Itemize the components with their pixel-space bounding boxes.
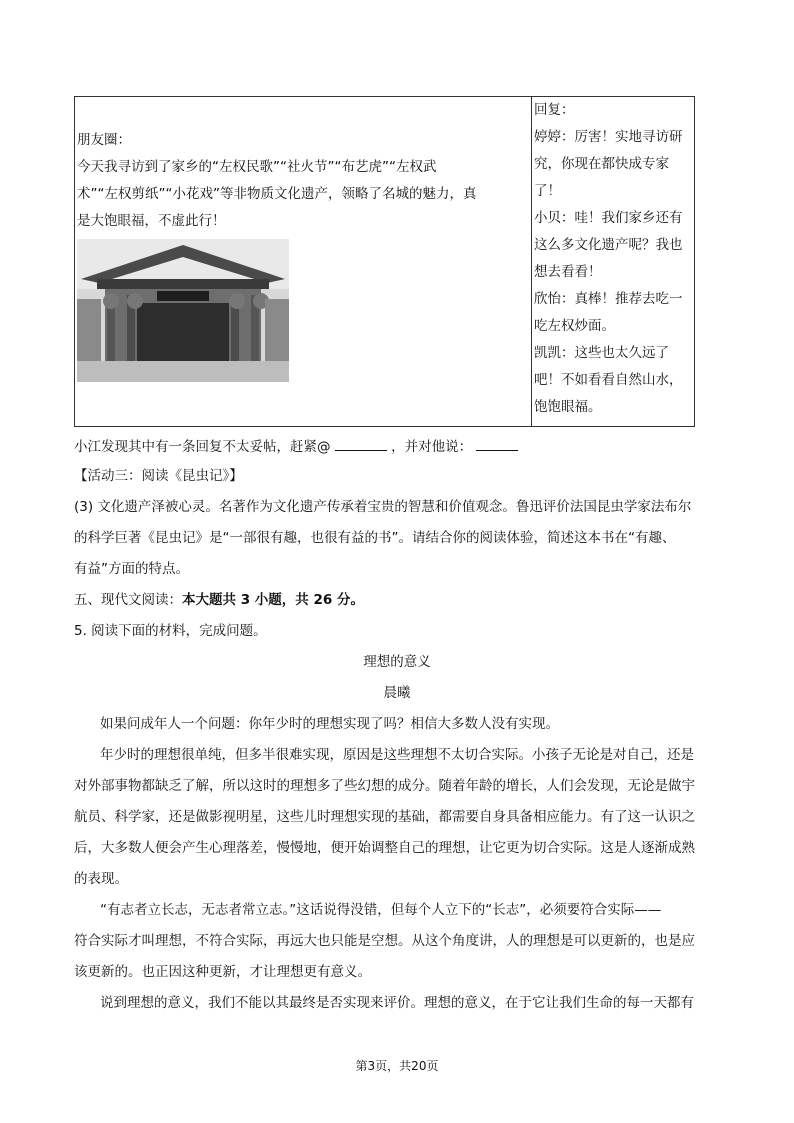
answer-blank-1[interactable]	[335, 436, 387, 451]
page-footer: 第3页，共20页	[355, 1059, 439, 1073]
post-line: 术”“左权剪纸”“小花戏”等非物质文化遗产，领略了名城的魅力，真	[77, 186, 477, 202]
wechat-moments-table	[74, 96, 695, 427]
activity3-heading: 【活动三：阅读《昆虫记》】	[74, 468, 243, 484]
reply-line: 婷婷：厉害！实地寻访研	[534, 129, 683, 145]
reply-line: 吧！不如看看自然山水，	[534, 372, 683, 388]
section5-prefix: 五、现代文阅读：	[74, 592, 182, 608]
article-line: 如果问成年人一个问题：你年少时的理想实现了吗？相信大多数人没有实现。	[100, 716, 559, 732]
article-line: 后，大多数人便会产生心理落差，慢慢地，便开始调整自己的理想，让它更为切合实际。这是人逐渐成熟	[74, 840, 695, 856]
article-line: 的表现。	[74, 871, 128, 887]
reply-line: 想去看看！	[534, 264, 602, 280]
reply-line: 究，你现在都快成专家	[534, 156, 669, 172]
answer-blank-2[interactable]	[476, 436, 518, 451]
activity3-line: 的科学巨著《昆虫记》是“一部很有趣，也很有益的书”。请结合你的阅读体验，简述这本书在“有趣、	[74, 530, 676, 546]
post-line: 今天我寻访到了家乡的“左权民歌”“社火节”“布艺虎”“左权武	[77, 159, 437, 175]
ancient-building-photo	[77, 239, 289, 382]
question-line	[74, 436, 518, 457]
q5-instruction: 5. 阅读下面的材料，完成问题。	[74, 623, 267, 639]
article-title: 理想的意义	[363, 654, 431, 670]
question-prefix: 小江发现其中有一条回复不太妥帖，赶紧@	[74, 439, 331, 455]
article-line: 该更新的。也正因这种更新，才让理想更有意义。	[74, 964, 371, 980]
section5-heading	[74, 590, 364, 610]
moments-replies-cell	[532, 97, 695, 427]
reply-line: 回复：	[534, 102, 575, 118]
article-line: 年少时的理想很单纯，但多半很难实现，原因是这些理想不太切合实际。小孩子无论是对自己，还是	[100, 747, 694, 763]
activity3-line: 有益”方面的特点。	[74, 561, 189, 577]
article-line: 说到理想的意义，我们不能以其最终是否实现来评价。理想的意义，在于它让我们生命的每一天都有	[100, 995, 694, 1011]
question-middle: ，并对他说：	[391, 439, 473, 455]
article-line: 对外部事物都缺乏了解，所以这时的理想多了些幻想的成分。随着年龄的增长，人们会发现，无论是做宇	[74, 778, 695, 794]
moments-post-cell	[75, 97, 532, 427]
article-line: “有志者立长志，无志者常立志。”这话说得没错，但每个人立下的“长志”，必须要符合实际——	[100, 902, 662, 918]
reply-line: 了！	[534, 183, 561, 199]
reply-line: 欣怡：真棒！推荐去吃一	[534, 291, 683, 307]
post-line: 是大饱眼福，不虚此行！	[77, 213, 226, 229]
reply-line: 吃左权炒面。	[534, 318, 615, 334]
section5-bold: 本大题共 3 小题，共 26 分。	[182, 592, 364, 608]
reply-line: 凯凯：这些也太久远了	[534, 345, 669, 361]
reply-line: 饱饱眼福。	[534, 399, 602, 415]
activity3-line: (3) 文化遗产泽被心灵。名著作为文化遗产传承着宝贵的智慧和价值观念。鲁迅评价法国昆虫学家法布尔	[74, 499, 692, 515]
article-line: 航员、科学家，还是做影视明星，这些儿时理想实现的基础，都需要自身具备相应能力。有了这一认识之	[74, 809, 695, 825]
reply-line: 小贝：哇！我们家乡还有	[534, 210, 683, 226]
article-author: 晨曦	[383, 685, 411, 701]
post-title: 朋友圈：	[77, 132, 131, 148]
article-line: 符合实际才叫理想，不符合实际，再远大也只能是空想。从这个角度讲，人的理想是可以更新的，也是应	[74, 933, 695, 949]
reply-line: 这么多文化遗产呢？我也	[534, 237, 683, 253]
